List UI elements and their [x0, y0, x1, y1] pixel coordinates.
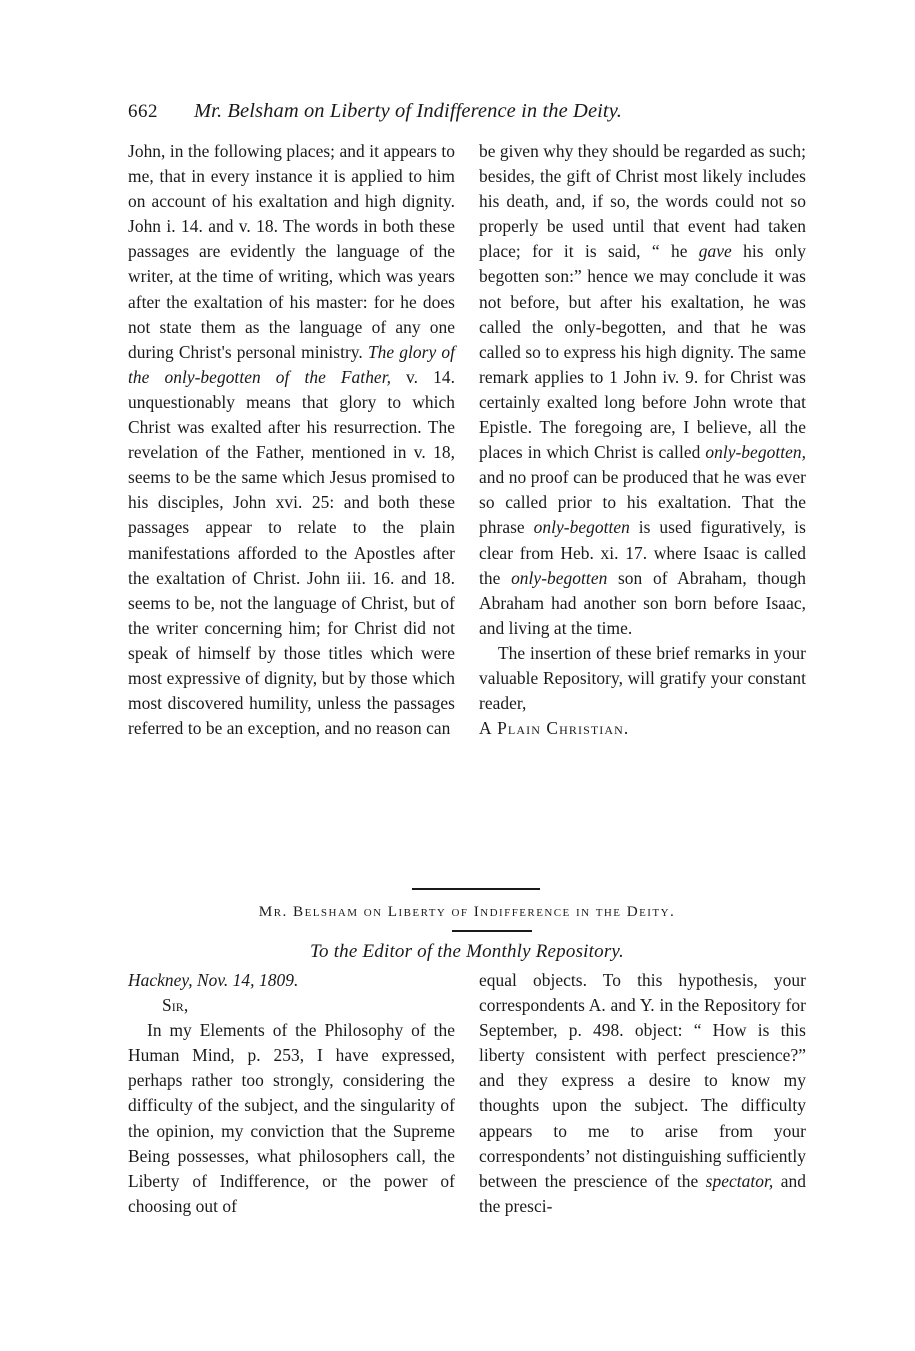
section-divider-rule-top — [412, 888, 540, 890]
signature-name: A Plain Christian. — [479, 718, 630, 739]
running-head — [128, 100, 800, 123]
italic-phrase-only-begotten: only-begotten — [533, 517, 630, 538]
article-one-columns — [128, 139, 806, 741]
text-run: is used figuratively, is clear from Heb. xi. 17. where Isaac is called the — [479, 517, 806, 588]
article-two-columns — [128, 968, 806, 1219]
text-run: be given why they should be regarded as such; besides, the gift of Christ most likely includes his death, and, if so, the words could not so properly be used until that event had taken place; for it is said, “ he — [479, 141, 806, 262]
italic-word-gave: gave — [698, 241, 732, 262]
page-number: 662 — [128, 101, 158, 122]
paragraph: In my Elements of the Philosophy of the Human Mind, p. 253, I have expressed, perhaps rather too strongly, considering the difficulty of the subject, and the singularity of the opinion, my conviction that the Supreme Being possesses, what philosophers call, the Liberty of Indifference, or the power of choosing out of — [128, 1020, 455, 1216]
article-two-right-column — [479, 968, 806, 1219]
running-head-title: Mr. Belsham on Liberty of Indifference in the Deity. — [194, 100, 623, 122]
section-divider-rule-bottom — [452, 930, 532, 932]
text-run: John, in the following places; and it appears to me, that in every instance it is applied to him on account of his exaltation and high dignity. John i. 14. and v. 18. The words in both these passages are evidently the language of the writer, at the time of writing, which was years after the exaltation of his master: for he does not state them as the language of any one during Christ's personal ministry. — [128, 141, 455, 362]
article-two-heading: Mr. Belsham on Liberty of Indifference in the Deity. — [258, 903, 676, 920]
article-two-left-column — [128, 968, 455, 1219]
article-one-right-column — [479, 139, 806, 741]
salutation: Sir, — [162, 995, 189, 1016]
paragraph — [128, 139, 455, 741]
italic-word-spectator: spectator, — [705, 1170, 774, 1191]
paragraph — [479, 139, 806, 641]
italic-phrase-only-begotten: only-begotten — [511, 567, 608, 588]
text-run: equal objects. To this hypothesis, your correspondents A. and Y. in the Repository for September, p. 498. object: “ How is this liberty consistent with perfect prescience?” and they express a desire to know my thoughts upon the subject. The difficulty appears to me to arise from your correspondents’ not distinguishing sufficiently between the prescience of the — [479, 970, 806, 1191]
text-run: son of Abraham, though Abraham had another son born before Isaac, and living at the time. — [479, 567, 806, 638]
italic-phrase-glory-of-the-only-begotten: The glory of the only-begotten of the Father, — [128, 341, 455, 387]
text-run: v. 14. unquestionably means that glory to which Christ was exalted after his resurrection. The revelation of the Father, mentioned in v. 18, seems to be the same which Jesus promised to his disciples, John xvi. 25: and both these passages appear to relate to the plain manifestations afforded to the Apostles after the exaltation of Christ. John iii. 16. and 18. seems to be, not the language of Christ, but of the writer concerning him; for Christ did not speak of himself by those titles which were most expressive of dignity, but by those which most discovered humility, unless the passages referred to be an exception, and no reason can — [128, 366, 456, 739]
article-one-left-column — [128, 139, 455, 741]
text-run: and the presci- — [479, 1170, 806, 1216]
closing-paragraph: The insertion of these brief remarks in your valuable Repository, will gratify your constant reader, — [479, 642, 806, 714]
dateline: Hackney, Nov. 14, 1809. — [128, 970, 299, 990]
text-run: and no proof can be produced that he was ever so called prior to his exaltation. That the phrase — [479, 467, 806, 538]
signature — [479, 716, 806, 741]
text-run: his only begotten son:” hence we may conclude it was not before, but after his exaltation, he was called the only-begotten, and that he was called so to express his high dignity. The same remark applies to 1 John iv. 9. for Christ was certainly exalted long before John wrote that Epistle. The foregoing are, I believe, all the places in which Christ is called — [479, 241, 806, 463]
paragraph — [479, 968, 806, 1219]
italic-phrase-only-begotten: only-begotten, — [705, 442, 806, 463]
article-two-editor-line: To the Editor of the Monthly Repository. — [310, 941, 624, 962]
